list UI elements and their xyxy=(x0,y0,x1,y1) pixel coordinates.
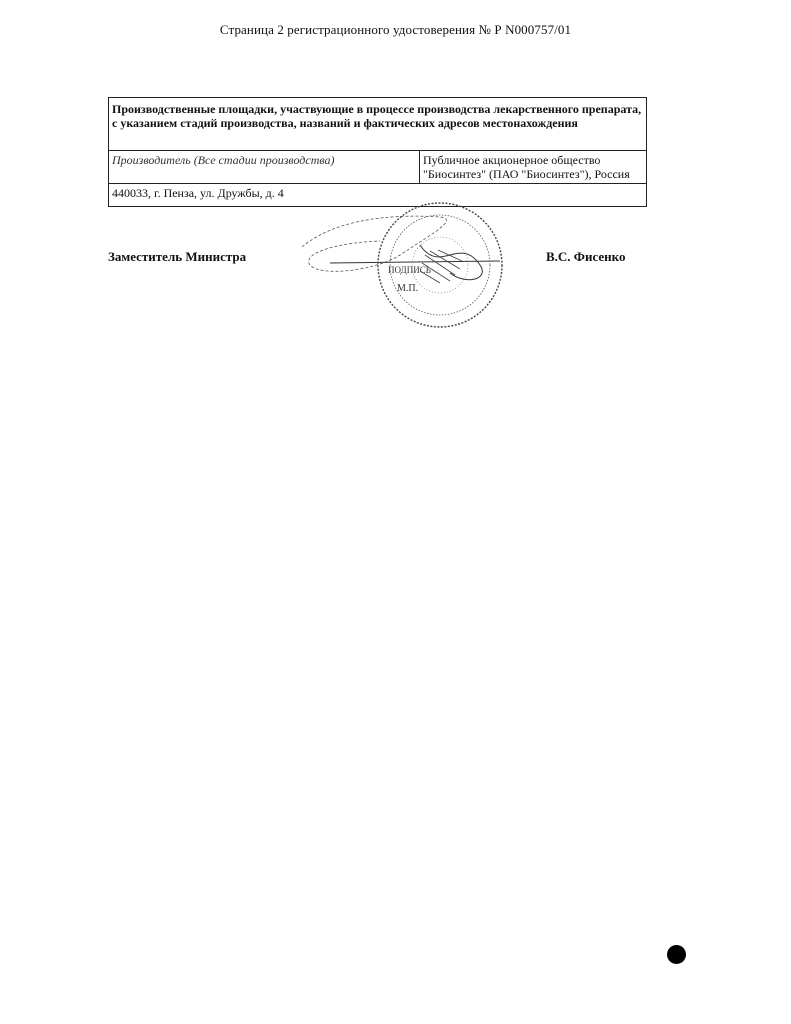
production-sites-table xyxy=(108,97,647,207)
table-row xyxy=(109,151,647,184)
page-header: Страница 2 регистрационного удостоверения № Р N000757/01 xyxy=(219,22,572,37)
stamp-seal-icon xyxy=(290,195,530,340)
signatory-name: В.С. Фисенко xyxy=(546,249,626,264)
table-header-row xyxy=(109,98,647,151)
stamp-text-mp: М.П. xyxy=(397,283,419,294)
manufacturer-role-cell: Производитель (Все стадии производства) xyxy=(109,151,420,184)
official-stamp xyxy=(290,195,530,340)
manufacturer-address-cell: 440033, г. Пенза, ул. Дружбы, д. 4 xyxy=(109,184,647,207)
stamp-text-signature: ПОДПИСЬ xyxy=(388,265,431,275)
manufacturer-company-cell: Публичное акционерное общество "Биосинтез" (ПАО "Биосинтез"), Россия xyxy=(420,151,647,184)
corner-dot-icon xyxy=(667,945,686,964)
table-heading: Производственные площадки, участвующие в процессе производства лекарственного препарата, с указанием стадий производства, названий и фактических адресов местонахождения xyxy=(109,98,647,151)
signatory-position: Заместитель Министра xyxy=(108,249,247,264)
